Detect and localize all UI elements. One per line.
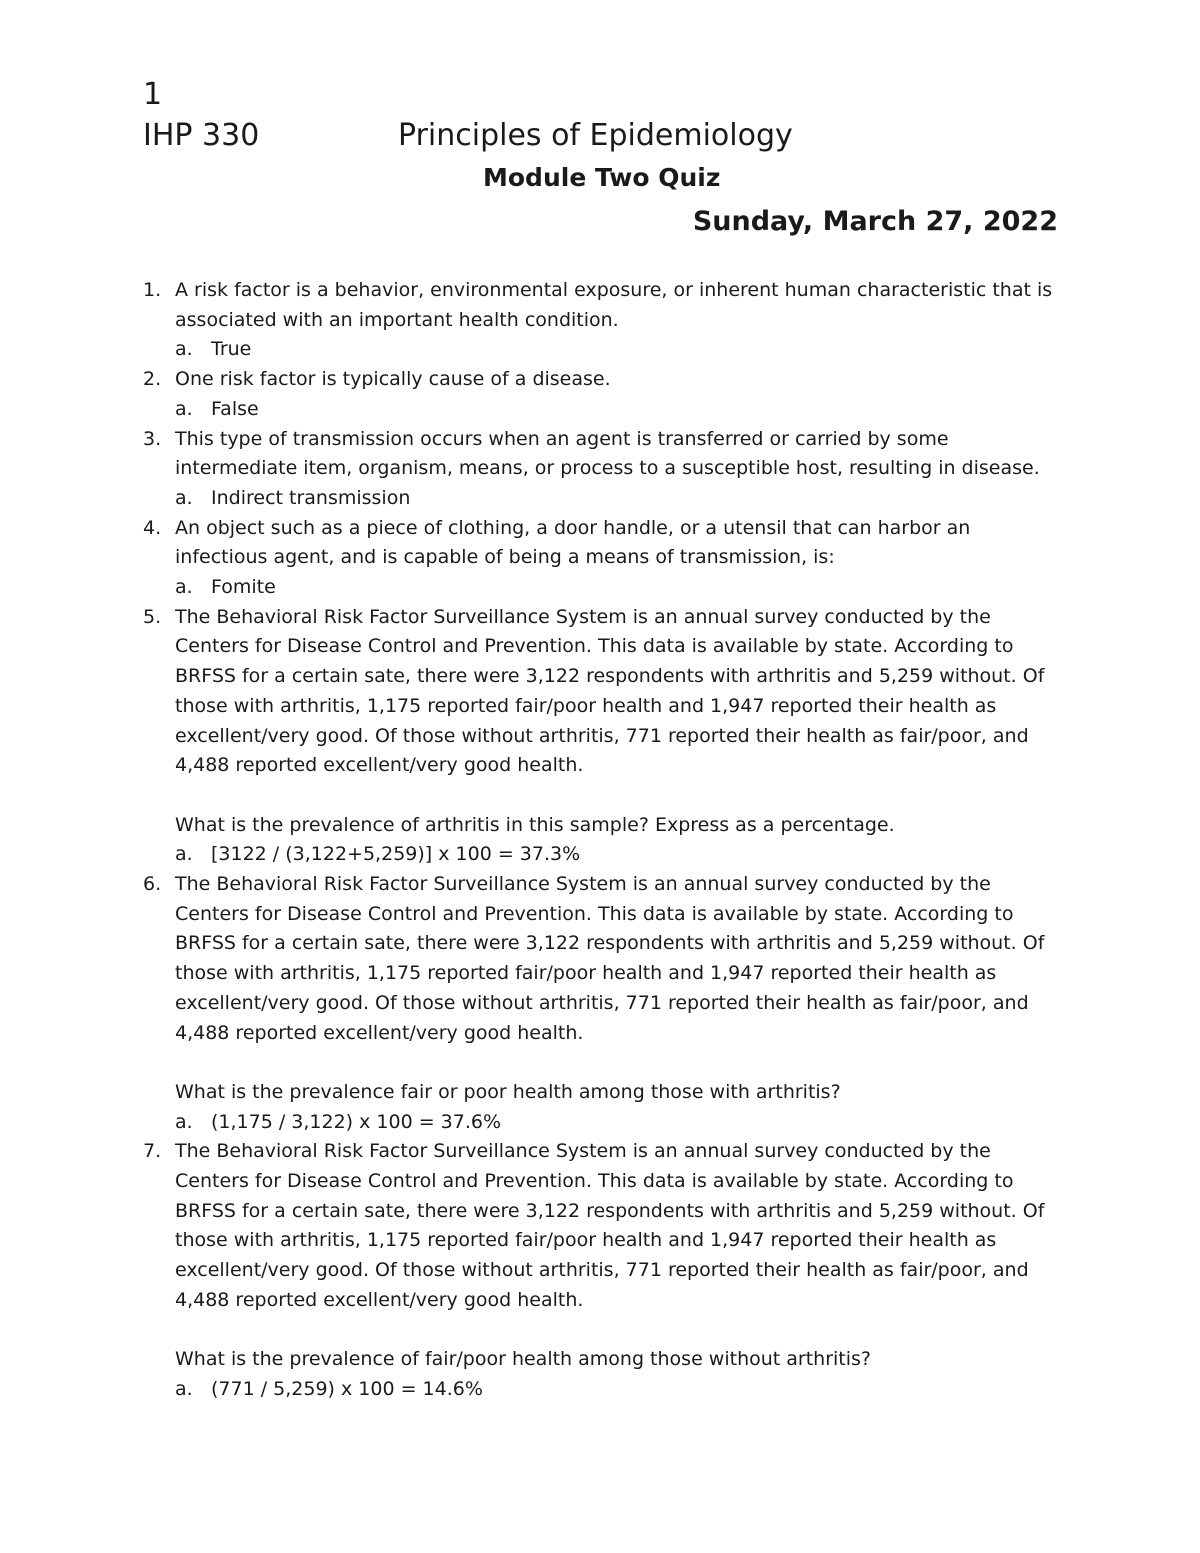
- question-number: 1.: [143, 279, 162, 301]
- question-number: 5.: [143, 605, 162, 628]
- answer: [175, 840, 1063, 870]
- course-title: Principles of Epidemiology: [398, 118, 793, 153]
- question-text: The Behavioral Risk Factor Surveillance System is an annual survey conducted by the Centers for Disease Control and Prevention. This data is available by state. According to BRFSS for a certain sate, there were 3,122 respondents with arthritis and 5,259 without. Of those with arthritis, 1,175 reported fair/poor health and 1,947 reported their health as excellent/very good. Of those without arthritis, 771 reported their health as fair/poor, and 4,488 reported excellent/very good health.: [175, 605, 1045, 777]
- question-text: This type of transmission occurs when an agent is transferred or carried by some intermediate item, organism, means, or process to a susceptible host, resulting in disease.: [175, 427, 1040, 480]
- page-number: 1: [143, 77, 163, 112]
- answer-text: (1,175 / 3,122) x 100 = 37.6%: [211, 1110, 502, 1133]
- question-6: [143, 870, 1063, 1137]
- question-number: 7.: [143, 1140, 162, 1163]
- answer: [175, 484, 1063, 514]
- answer-letter: a.: [175, 1110, 193, 1133]
- question-text: An object such as a piece of clothing, a door handle, or a utensil that can harbor an infectious agent, and is capable of being a means of transmission, is:: [175, 516, 971, 569]
- answer-text: False: [211, 397, 259, 420]
- answer-letter: a.: [175, 576, 193, 599]
- answer-letter: a.: [175, 338, 193, 361]
- answer: [175, 335, 1063, 365]
- question-7: [143, 1137, 1063, 1404]
- answer: [175, 1375, 1063, 1405]
- answer-letter: a.: [175, 843, 193, 866]
- answer-letter: a.: [175, 397, 193, 420]
- question-text: The Behavioral Risk Factor Surveillance System is an annual survey conducted by the Centers for Disease Control and Prevention. This data is available by state. According to BRFSS for a certain sate, there were 3,122 respondents with arthritis and 5,259 without. Of those with arthritis, 1,175 reported fair/poor health and 1,947 reported their health as excellent/very good. Of those without arthritis, 771 reported their health as fair/poor, and 4,488 reported excellent/very good health.: [175, 1140, 1045, 1311]
- quiz-title: Module Two Quiz: [483, 163, 721, 192]
- question-text: A risk factor is a behavior, environmental exposure, or inherent human characteristic that is associated with an important health condition.: [175, 279, 1053, 331]
- answer-text: [3122 / (3,122+5,259)] x 100 = 37.3%: [211, 843, 581, 866]
- question-4: [143, 514, 1063, 603]
- question-number: 4.: [143, 516, 162, 539]
- question-text: One risk factor is typically cause of a disease.: [175, 368, 611, 391]
- question-number: 2.: [143, 368, 162, 391]
- question-5: [143, 603, 1063, 870]
- question-2: [143, 365, 1063, 424]
- answer: [175, 395, 1063, 425]
- question-number: 6.: [143, 873, 162, 896]
- answer-text: Indirect transmission: [211, 486, 411, 509]
- course-code: IHP 330: [143, 118, 260, 153]
- answer: [175, 1108, 1063, 1138]
- answer-text: True: [211, 338, 252, 361]
- answer-text: Fomite: [211, 576, 276, 599]
- question-3: [143, 425, 1063, 514]
- question-prompt: What is the prevalence of arthritis in this sample? Express as a percentage.: [175, 813, 895, 836]
- question-text: The Behavioral Risk Factor Surveillance System is an annual survey conducted by the Centers for Disease Control and Prevention. This data is available by state. According to BRFSS for a certain sate, there were 3,122 respondents with arthritis and 5,259 without. Of those with arthritis, 1,175 reported fair/poor health and 1,947 reported their health as excellent/very good. Of those without arthritis, 771 reported their health as fair/poor, and 4,488 reported excellent/very good health.: [175, 873, 1045, 1044]
- answer-letter: a.: [175, 486, 193, 509]
- answer-letter: a.: [175, 1377, 193, 1400]
- question-number: 3.: [143, 427, 162, 450]
- quiz-date: Sunday, March 27, 2022: [692, 206, 1058, 237]
- answer-text: (771 / 5,259) x 100 = 14.6%: [211, 1377, 483, 1400]
- question-list: [143, 276, 1063, 1405]
- question-1: [143, 276, 1063, 365]
- question-prompt: What is the prevalence fair or poor health among those with arthritis?: [175, 1080, 841, 1103]
- answer: [175, 573, 1063, 603]
- question-prompt: What is the prevalence of fair/poor health among those without arthritis?: [175, 1348, 872, 1371]
